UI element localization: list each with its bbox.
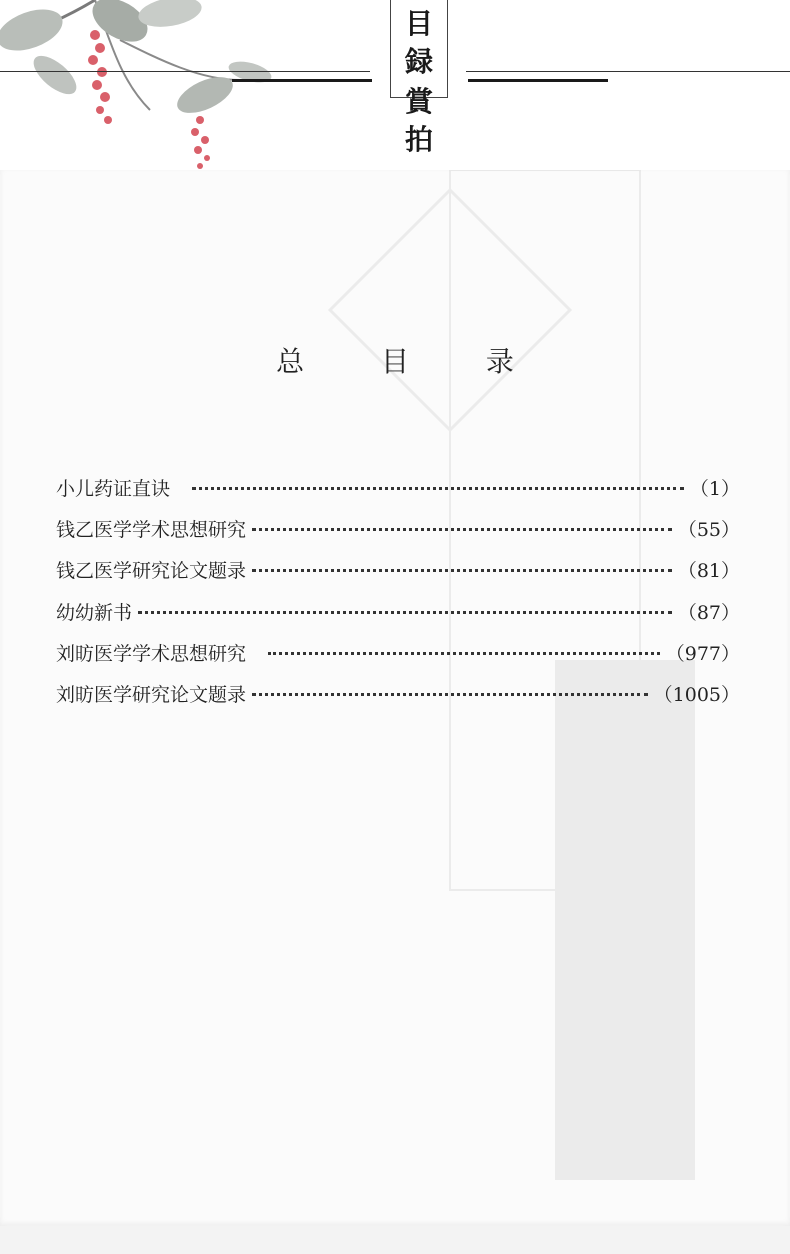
toc-entry-page: （1005）	[653, 684, 740, 706]
header-rule-right-thick	[468, 79, 608, 82]
toc-entry-page: （1）	[689, 478, 740, 500]
toc-entry-page: （81）	[677, 560, 740, 582]
toc-leader-dots	[252, 692, 648, 696]
toc-entry-page: （55）	[677, 519, 740, 541]
toc-entry-page: （977）	[665, 643, 740, 665]
toc-entry-label: 小儿药证直诀	[56, 478, 171, 500]
toc-leader-dots	[252, 527, 672, 531]
toc-entry[interactable]	[56, 556, 740, 586]
plum-branch-illustration	[0, 0, 300, 170]
footer-band	[0, 1226, 790, 1254]
toc-entry-page: （87）	[677, 602, 740, 624]
toc-entry-label: 刘昉医学研究论文题录	[56, 684, 247, 706]
toc-entry[interactable]	[56, 598, 740, 628]
toc-entry-label: 钱乙医学学术思想研究	[56, 519, 247, 541]
toc-entry-label: 幼幼新书	[56, 602, 133, 624]
header-rule-right-thin	[466, 71, 790, 72]
header-title-char: 賞	[404, 85, 433, 118]
header-rule-left-thick	[232, 79, 372, 82]
header-title-char: 目	[404, 7, 433, 40]
toc-entry-label: 钱乙医学研究论文题录	[56, 560, 247, 582]
toc-entry-label: 刘昉医学学术思想研究	[56, 643, 247, 665]
toc-leader-dots	[268, 651, 660, 655]
toc-title: 总 目 录	[276, 345, 548, 378]
toc-entry[interactable]	[56, 515, 740, 545]
toc-leader-dots	[252, 568, 672, 572]
header-rule-left-thin	[0, 71, 370, 72]
header-title-char: 録	[404, 45, 433, 78]
toc-entry[interactable]	[56, 680, 740, 710]
toc-leader-dots	[138, 610, 672, 614]
header-banner	[0, 0, 790, 170]
header-title-char: 拍	[404, 123, 433, 156]
toc-entry[interactable]	[56, 639, 740, 669]
toc-leader-dots	[192, 486, 684, 490]
toc-entry[interactable]	[56, 474, 740, 504]
